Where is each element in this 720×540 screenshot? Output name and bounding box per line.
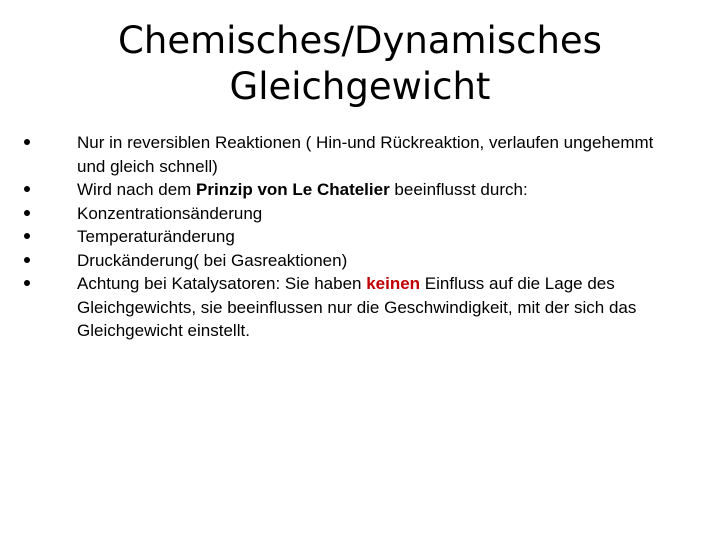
- slide-title: [0, 18, 720, 110]
- bullet-dot-icon: [24, 210, 30, 216]
- bullet-item-pressure: [24, 249, 684, 273]
- bullet-dot-icon: [24, 186, 30, 192]
- bullet-dot-icon: [24, 257, 30, 263]
- bullet-list: [24, 131, 684, 343]
- le-chatelier-term: Prinzip von Le Chatelier: [196, 180, 390, 199]
- bullet-text: Nur in reversiblen Reaktionen ( Hin-und Rückreaktion, verlaufen ungehemmt und gleich schnell): [77, 133, 654, 176]
- title-line-1: Chemisches/Dynamisches: [118, 19, 602, 62]
- bullet-dot-icon: [24, 233, 30, 239]
- bullet-item-reversible: [24, 131, 684, 178]
- bullet-text-after: Einfluss auf die Lage des Gleichgewichts, sie beeinflussen nur die Geschwindigkeit, mit der sich das Gleichgewicht einstellt.: [77, 274, 637, 340]
- bullet-item-concentration: [24, 202, 684, 226]
- bullet-text: Konzentrationsänderung: [77, 203, 263, 223]
- title-line-2: Gleichgewicht: [229, 65, 491, 108]
- bullet-item-temperature: [24, 225, 684, 249]
- bullet-dot-icon: [24, 280, 30, 286]
- bullet-item-catalysts: [24, 272, 684, 343]
- bullet-text: Temperaturänderung: [77, 227, 235, 246]
- keinen-highlight: keinen: [366, 274, 421, 293]
- bullet-text-before: Wird nach dem: [77, 180, 197, 199]
- bullet-text-before: Achtung bei Katalysatoren: Sie haben: [77, 274, 367, 293]
- bullet-text: Druckänderung( bei Gasreaktionen): [77, 250, 348, 270]
- bullet-text-after: beeinflusst durch:: [389, 180, 528, 199]
- bullet-item-le-chatelier: [24, 178, 684, 202]
- bullet-dot-icon: [24, 139, 30, 145]
